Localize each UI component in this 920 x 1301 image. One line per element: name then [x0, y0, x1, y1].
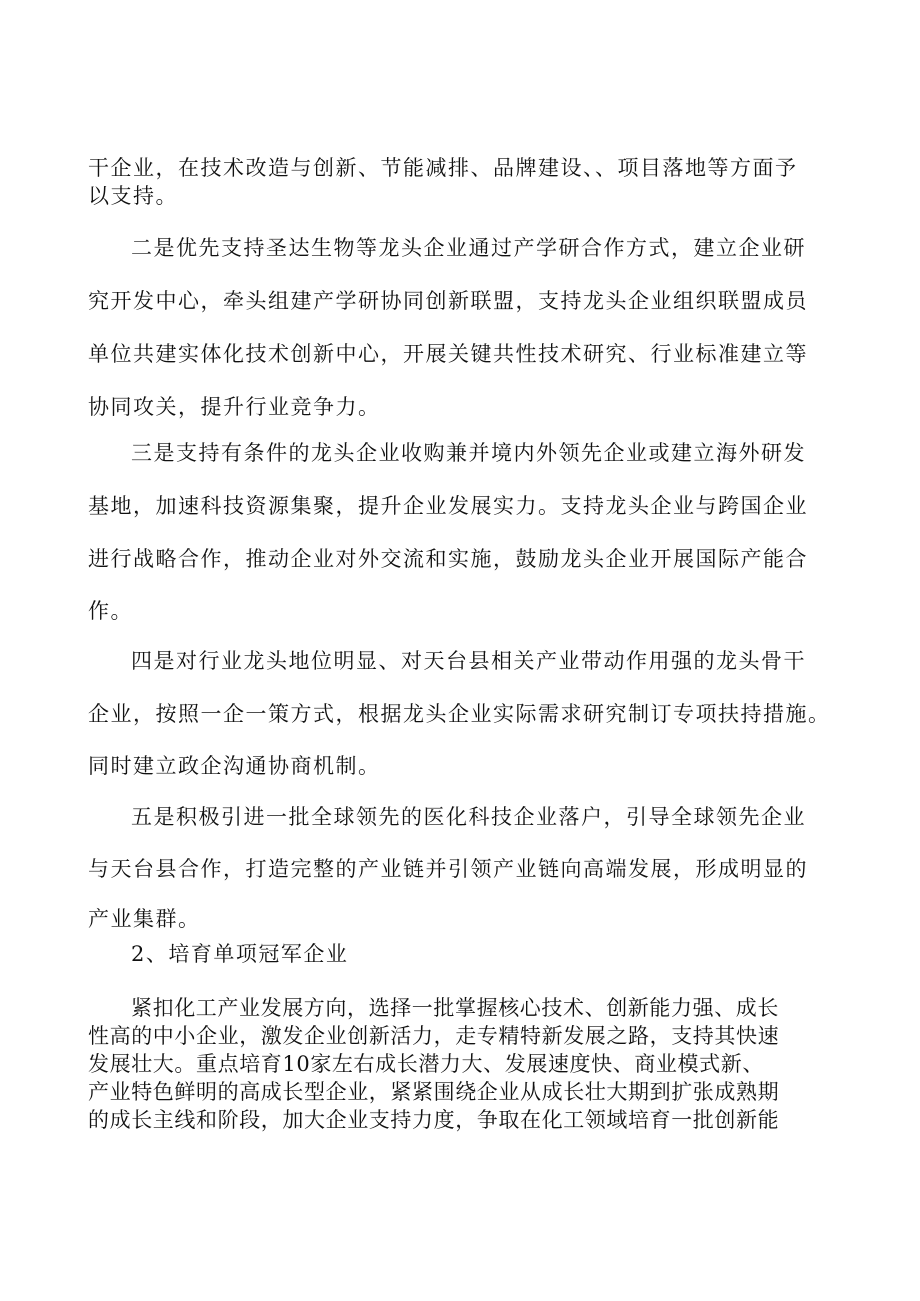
text-line: 发展壮大。重点培育10家左右成长潜力大、发展速度快、商业模式新、	[88, 1052, 764, 1076]
text-line: 产业特色鲜明的高成长型企业，紧紧围绕企业从成长壮大期到扩张成熟期	[88, 1080, 780, 1104]
text-line: 同时建立政企沟通协商机制。	[88, 754, 381, 778]
text-line: 究开发中心，牵头组建产学研协同创新联盟，支持龙头企业组织联盟成员	[88, 289, 808, 313]
text-line: 进行战略合作，推动企业对外交流和实施，鼓励龙头企业开展国际产能合	[88, 547, 808, 571]
text-line: 单位共建实体化技术创新中心，开展关键共性技术研究、行业标准建立等	[88, 342, 808, 366]
text-line: 五是积极引进一批全球领先的医化科技企业落户，引导全球领先企业	[131, 805, 806, 829]
text-line: 产业集群。	[88, 907, 201, 931]
text-line: 的成长主线和阶段，加大企业支持力度，争取在化工领域培育一批创新能	[88, 1108, 780, 1132]
text-line: 四是对行业龙头地位明显、对天台县相关产业带动作用强的龙头骨干	[131, 649, 806, 673]
text-line: 紧扣化工产业发展方向，选择一批掌握核心技术、创新能力强、成长	[131, 996, 779, 1020]
text-line: 基地，加速科技资源集聚，提升企业发展实力。支持龙头企业与跨国企业	[88, 494, 808, 518]
text-line: 性高的中小企业，激发企业创新活力，走专精特新发展之路，支持其快速	[88, 1024, 780, 1048]
text-line: 三是支持有条件的龙头企业收购兼并境内外领先企业或建立海外研发	[131, 441, 806, 465]
text-line: 企业，按照一企一策方式，根据龙头企业实际需求研究制订专项扶持措施。	[88, 702, 831, 726]
section-heading: 2、培育单项冠军企业	[131, 942, 349, 966]
text-line: 二是优先支持圣达生物等龙头企业通过产学研合作方式，建立企业研	[131, 236, 806, 260]
text-line: 协同攻关，提升行业竞争力。	[88, 395, 381, 419]
text-line: 作。	[88, 599, 133, 623]
text-line: 干企业，在技术改造与创新、节能减排、品牌建设、、项目落地等方面予	[88, 156, 798, 180]
text-line: 以支持。	[88, 184, 178, 208]
text-line: 与天台县合作，打造完整的产业链并引领产业链向高端发展，形成明显的	[88, 857, 808, 881]
